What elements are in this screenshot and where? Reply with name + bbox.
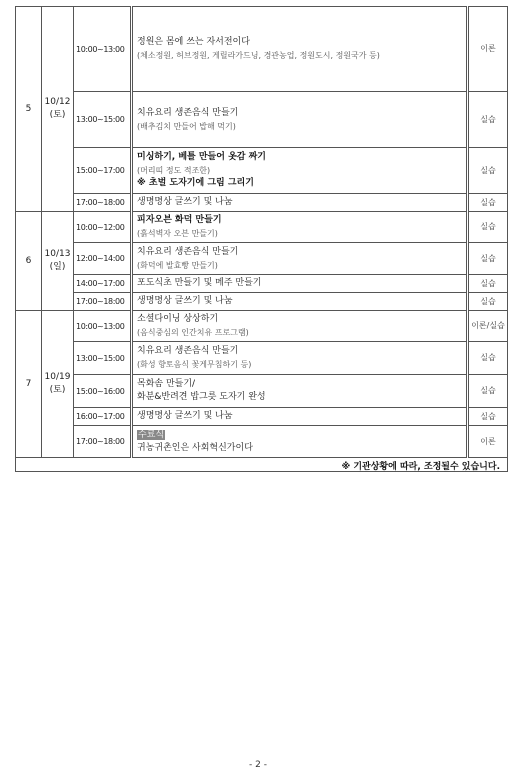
session-date [42, 311, 74, 458]
table-row [16, 408, 508, 426]
program-title: 귀농귀촌인은 사회혁신가이다 [137, 442, 253, 453]
type-cell: 실습 [468, 275, 508, 293]
table-row [16, 342, 508, 375]
program-title: 포도식초 만들기 및 메주 만들기 [137, 278, 262, 288]
program-title: 치유요리 생존음식 만들기 [137, 107, 239, 118]
program-subtitle: (배추김치 만들어 밥해 먹기) [137, 121, 236, 131]
program-cell [132, 148, 468, 194]
table-row [16, 293, 508, 311]
type-cell: 실습 [468, 375, 508, 408]
time-cell: 17:00~18:00 [74, 194, 132, 212]
table-row [16, 426, 508, 458]
type-cell: 실습 [468, 293, 508, 311]
date-text: 10/13 [44, 249, 71, 259]
program-title-line2: 화분&반려견 밥그릇 도자기 완성 [137, 392, 266, 402]
page-number: - 2 - [249, 760, 267, 770]
program-extra: ※ 초벌 도자기에 그림 그리기 [137, 178, 254, 188]
program-cell [132, 275, 468, 293]
program-cell [132, 212, 468, 243]
program-cell [132, 194, 468, 212]
program-title: 치유요리 생존음식 만들기 [137, 346, 239, 356]
program-cell [132, 311, 468, 342]
program-cell [132, 293, 468, 311]
table-row [16, 212, 508, 243]
program-cell [132, 243, 468, 275]
program-subtitle: (흙석벽자 오븐 만들기) [137, 229, 218, 238]
day-text: (일) [49, 262, 66, 272]
type-cell: 실습 [468, 212, 508, 243]
type-cell: 실습 [468, 194, 508, 212]
program-cell [132, 408, 468, 426]
session-date [42, 7, 74, 212]
table-row [16, 92, 508, 148]
type-cell: 실습 [468, 92, 508, 148]
program-title: 정원은 몸에 쓰는 자서전이다 [137, 37, 250, 47]
program-subtitle: (화성 향토음식 꽃게무침하기 등) [137, 360, 252, 369]
table-row [16, 375, 508, 408]
session-number: 6 [16, 212, 42, 311]
type-cell: 이론 [468, 426, 508, 458]
time-cell: 10:00~13:00 [74, 7, 132, 92]
type-cell: 이론 [468, 7, 508, 92]
table-row [16, 311, 508, 342]
program-cell [132, 426, 468, 458]
program-title: 생명명상 글쓰기 및 나눔 [137, 411, 233, 421]
day-text: (토) [49, 110, 66, 120]
program-cell [132, 7, 468, 92]
program-subtitle: (체소정원, 허브정원, 게릴라가드닝, 경관농업, 정원도시, 정원국가 등) [137, 51, 380, 60]
time-cell: 13:00~15:00 [74, 92, 132, 148]
program-subtitle: (음식중심의 인간치유 프로그램) [137, 328, 249, 337]
program-title: 치유요리 생존음식 만들기 [137, 246, 239, 257]
date-text: 10/12 [44, 97, 71, 107]
type-cell: 실습 [468, 243, 508, 275]
program-subtitle: (머리띠 정도 적조한) [137, 166, 211, 175]
time-cell: 17:00~18:00 [74, 293, 132, 311]
time-cell: 10:00~13:00 [74, 311, 132, 342]
completion-badge: 수료식 [138, 429, 165, 440]
program-title: 목화솜 만들기/ [137, 379, 196, 389]
table-row [16, 275, 508, 293]
type-cell: 실습 [468, 342, 508, 375]
session-number: 7 [16, 311, 42, 458]
session-date [42, 212, 74, 311]
type-cell: 실습 [468, 408, 508, 426]
program-title: 미싱하기, 베틀 만들어 옷감 짜기 [137, 152, 266, 162]
program-subtitle: (화덕에 발효빵 만들기) [137, 260, 218, 270]
time-cell: 13:00~15:00 [74, 342, 132, 375]
day-text: (토) [49, 385, 66, 395]
date-text: 10/19 [44, 372, 71, 382]
type-cell: 실습 [468, 148, 508, 194]
time-cell: 14:00~17:00 [74, 275, 132, 293]
time-cell: 16:00~17:00 [74, 408, 132, 426]
program-cell [132, 342, 468, 375]
program-title: 생명명상 글쓰기 및 나눔 [137, 197, 233, 207]
table-row [16, 7, 508, 92]
time-cell: 12:00~14:00 [74, 243, 132, 275]
table-row [16, 194, 508, 212]
table-row [16, 148, 508, 194]
footnote: ※ 기관상황에 따라, 조정될수 있습니다. [341, 462, 500, 472]
session-number: 5 [16, 7, 42, 212]
schedule-table [15, 6, 508, 472]
program-title: 생명명상 글쓰기 및 나눔 [137, 296, 233, 306]
program-title: 피자오븐 화덕 만들기 [137, 215, 222, 225]
program-cell [132, 92, 468, 148]
program-title: 소셜다이닝 상상하기 [137, 314, 219, 324]
table-row [16, 243, 508, 275]
program-cell [132, 375, 468, 408]
time-cell: 15:00~17:00 [74, 148, 132, 194]
time-cell: 17:00~18:00 [74, 426, 132, 458]
type-cell: 이론/실습 [468, 311, 508, 342]
time-cell: 10:00~12:00 [74, 212, 132, 243]
time-cell: 15:00~16:00 [74, 375, 132, 408]
